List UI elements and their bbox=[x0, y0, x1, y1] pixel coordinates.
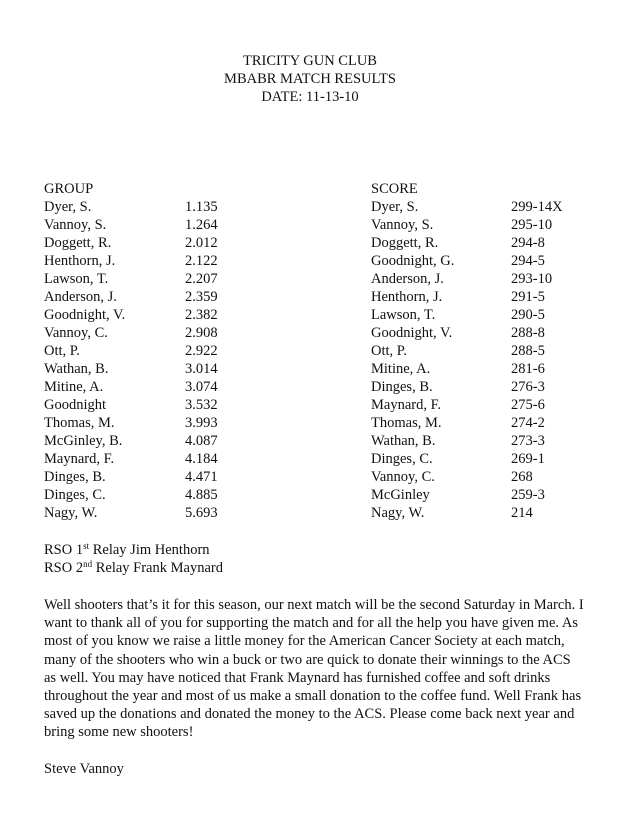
group-heading: GROUP bbox=[44, 181, 94, 197]
score-result-row bbox=[371, 468, 611, 486]
group-size: 2.359 bbox=[185, 289, 218, 305]
shooter-name: Vannoy, C. bbox=[44, 325, 108, 341]
shooter-name: Ott, P. bbox=[44, 343, 80, 359]
group-result-row bbox=[44, 234, 284, 252]
score-result-row bbox=[371, 234, 611, 252]
shooter-name: Nagy, W. bbox=[44, 505, 98, 521]
score-results-list bbox=[371, 198, 611, 522]
shooter-name: Dyer, S. bbox=[44, 199, 92, 215]
group-size: 3.532 bbox=[185, 397, 218, 413]
score-result-row bbox=[371, 342, 611, 360]
score-result-row bbox=[371, 216, 611, 234]
score-result-row bbox=[371, 306, 611, 324]
score-value: 291-5 bbox=[511, 289, 545, 305]
group-result-row bbox=[44, 432, 284, 450]
shooter-name: Dyer, S. bbox=[371, 199, 419, 215]
shooter-name: Henthorn, J. bbox=[44, 253, 116, 269]
group-results-column bbox=[44, 180, 284, 522]
group-size: 4.471 bbox=[185, 469, 218, 485]
shooter-name: Ott, P. bbox=[371, 343, 407, 359]
document-title: MBABR MATCH RESULTS bbox=[224, 71, 396, 87]
shooter-name: Vannoy, S. bbox=[371, 217, 434, 233]
shooter-name: Dinges, B. bbox=[44, 469, 106, 485]
group-result-row bbox=[44, 288, 284, 306]
group-result-row bbox=[44, 342, 284, 360]
rso-line-1: RSO 1st Relay Jim Henthorn bbox=[44, 541, 210, 558]
score-value: 275-6 bbox=[511, 397, 545, 413]
shooter-name: Anderson, J. bbox=[371, 271, 444, 287]
shooter-name: Henthorn, J. bbox=[371, 289, 443, 305]
group-size: 2.922 bbox=[185, 343, 218, 359]
group-results-list bbox=[44, 198, 284, 522]
score-results-column bbox=[371, 180, 611, 522]
score-heading: SCORE bbox=[371, 181, 418, 197]
club-name: TRICITY GUN CLUB bbox=[243, 53, 377, 69]
group-size: 2.012 bbox=[185, 235, 218, 251]
group-result-row bbox=[44, 414, 284, 432]
shooter-name: Goodnight, V. bbox=[371, 325, 453, 341]
group-result-row bbox=[44, 252, 284, 270]
rso-list bbox=[44, 541, 223, 577]
shooter-name: Maynard, F. bbox=[44, 451, 115, 467]
group-result-row bbox=[44, 504, 284, 522]
score-value: 259-3 bbox=[511, 487, 545, 503]
group-size: 4.885 bbox=[185, 487, 218, 503]
shooter-name: Goodnight bbox=[44, 397, 107, 413]
shooter-name: Nagy, W. bbox=[371, 505, 425, 521]
group-size: 1.135 bbox=[185, 199, 218, 215]
score-value: 290-5 bbox=[511, 307, 545, 323]
group-size: 3.993 bbox=[185, 415, 218, 431]
group-size: 2.122 bbox=[185, 253, 218, 269]
shooter-name: Mitine, A. bbox=[371, 361, 431, 377]
group-size: 2.908 bbox=[185, 325, 218, 341]
score-result-row bbox=[371, 378, 611, 396]
shooter-name: Dinges, C. bbox=[371, 451, 433, 467]
shooter-name: McGinley, B. bbox=[44, 433, 123, 449]
score-value: 294-5 bbox=[511, 253, 545, 269]
score-value: 273-3 bbox=[511, 433, 545, 449]
group-result-row bbox=[44, 396, 284, 414]
score-value: 274-2 bbox=[511, 415, 545, 431]
shooter-name: Dinges, C. bbox=[44, 487, 106, 503]
document-header bbox=[0, 52, 620, 106]
score-result-row bbox=[371, 432, 611, 450]
score-result-row bbox=[371, 270, 611, 288]
shooter-name: Doggett, R. bbox=[44, 235, 112, 251]
group-result-row bbox=[44, 198, 284, 216]
shooter-name: Thomas, M. bbox=[44, 415, 115, 431]
group-result-row bbox=[44, 306, 284, 324]
score-value: 214 bbox=[511, 505, 533, 521]
score-result-row bbox=[371, 396, 611, 414]
signature: Steve Vannoy bbox=[44, 761, 124, 777]
group-size: 2.207 bbox=[185, 271, 218, 287]
score-value: 269-1 bbox=[511, 451, 545, 467]
shooter-name: McGinley bbox=[371, 487, 430, 503]
score-result-row bbox=[371, 504, 611, 522]
shooter-name: Goodnight, V. bbox=[44, 307, 126, 323]
score-value: 276-3 bbox=[511, 379, 545, 395]
shooter-name: Vannoy, C. bbox=[371, 469, 435, 485]
score-result-row bbox=[371, 414, 611, 432]
group-result-row bbox=[44, 468, 284, 486]
shooter-name: Lawson, T. bbox=[44, 271, 109, 287]
shooter-name: Lawson, T. bbox=[371, 307, 436, 323]
score-result-row bbox=[371, 360, 611, 378]
shooter-name: Wathan, B. bbox=[44, 361, 109, 377]
shooter-name: Mitine, A. bbox=[44, 379, 104, 395]
score-result-row bbox=[371, 198, 611, 216]
score-result-row bbox=[371, 486, 611, 504]
score-value: 293-10 bbox=[511, 271, 553, 287]
group-size: 2.382 bbox=[185, 307, 218, 323]
group-result-row bbox=[44, 216, 284, 234]
group-size: 4.184 bbox=[185, 451, 218, 467]
rso-line-2: RSO 2nd Relay Frank Maynard bbox=[44, 559, 223, 576]
shooter-name: Doggett, R. bbox=[371, 235, 439, 251]
shooter-name: Anderson, J. bbox=[44, 289, 117, 305]
score-value: 288-8 bbox=[511, 325, 545, 341]
score-value: 294-8 bbox=[511, 235, 545, 251]
score-value: 288-5 bbox=[511, 343, 545, 359]
group-result-row bbox=[44, 378, 284, 396]
score-value: 299-14X bbox=[511, 199, 563, 215]
shooter-name: Goodnight, G. bbox=[371, 253, 455, 269]
group-size: 4.087 bbox=[185, 433, 218, 449]
shooter-name: Maynard, F. bbox=[371, 397, 442, 413]
group-size: 1.264 bbox=[185, 217, 218, 233]
score-result-row bbox=[371, 252, 611, 270]
group-size: 3.074 bbox=[185, 379, 218, 395]
group-result-row bbox=[44, 450, 284, 468]
shooter-name: Dinges, B. bbox=[371, 379, 433, 395]
group-size: 5.693 bbox=[185, 505, 218, 521]
shooter-name: Thomas, M. bbox=[371, 415, 442, 431]
score-result-row bbox=[371, 324, 611, 342]
shooter-name: Wathan, B. bbox=[371, 433, 436, 449]
score-result-row bbox=[371, 450, 611, 468]
score-result-row bbox=[371, 288, 611, 306]
score-value: 268 bbox=[511, 469, 533, 485]
group-result-row bbox=[44, 360, 284, 378]
score-value: 295-10 bbox=[511, 217, 553, 233]
shooter-name: Vannoy, S. bbox=[44, 217, 107, 233]
group-result-row bbox=[44, 270, 284, 288]
group-result-row bbox=[44, 324, 284, 342]
group-result-row bbox=[44, 486, 284, 504]
closing-message: Well shooters that’s it for this season, our next match will be the second Saturday in March. I want to thank all of you for supporting the match and for all the help you have given me. As most of you know we raise a little money for the American Cancer Society at each match, many of the shooters who win a buck or two are quick to donate their winnings to the ACS as well. You may have noticed that Frank Maynard has furnished coffee and soft drinks throughout the year and most of us make a small donation to the coffee fund. Well Frank has saved up the donations and donated the money to the ACS. Please come back next year and bring some new shooters! bbox=[44, 597, 584, 741]
match-date: DATE: 11-13-10 bbox=[261, 89, 359, 105]
score-value: 281-6 bbox=[511, 361, 545, 377]
group-size: 3.014 bbox=[185, 361, 218, 377]
